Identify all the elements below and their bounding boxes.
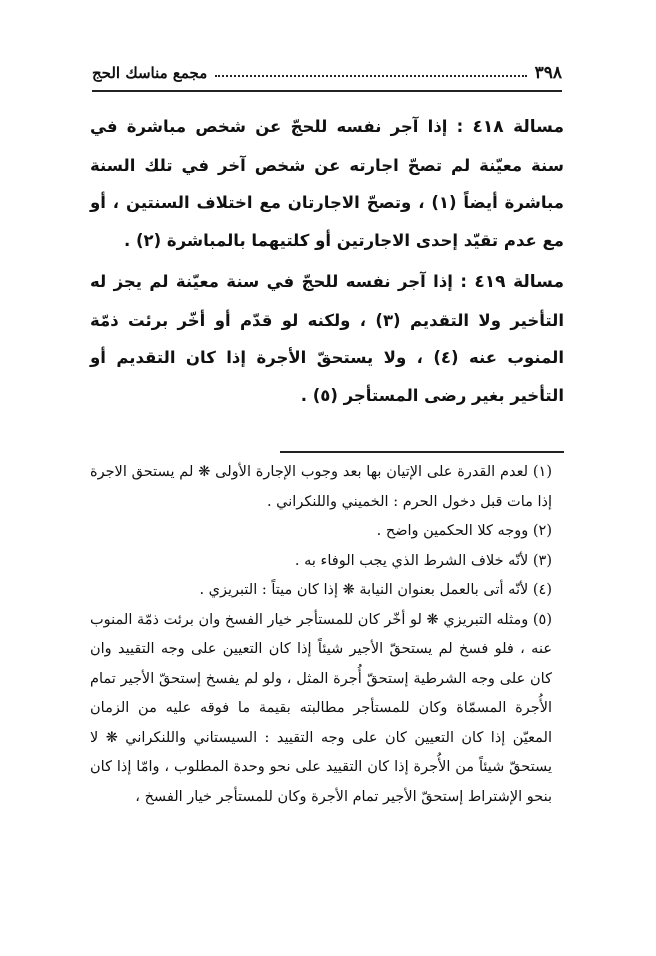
- masala-text: : إذا آجر نفسه للحجّ في سنة معيّنة لم يجز له التأخير ولا التقديم (٣) ، ولكنه لو قدّم أو أخّر برئت ذمّة المنوب عنه (٤) ، ولا يستحقّ الأجرة إذا كان التقديم أو التأخير بغير رضى المستأجر (٥) .: [90, 272, 565, 405]
- header-dotted-leader: [215, 75, 526, 77]
- book-title: مجمع مناسك الحج: [92, 64, 208, 82]
- footnotes: [90, 458, 566, 812]
- footnote-1: (١) لعدم القدرة على الإتيان بها بعد وجوب الإجارة الأولى ❋ لم يستحق الاجرة إذا مات قبل دخول الحرم : الخميني واللنكراني .: [90, 464, 552, 510]
- header-rule: [92, 90, 562, 92]
- masala-text: : إذا آجر نفسه للحجّ عن شخص مباشرة في سنة معيّنة لم تصحّ اجارته عن شخص آخر في تلك السنة مباشرة أيضاً (١) ، وتصحّ الاجارتان مع اختلاف السنتين ، أو مع عدم تقيّد إحدى الاجارتين أو كلتيهما بالمباشرة (٢) .: [90, 117, 564, 250]
- page-number: ٣٩٨: [534, 63, 562, 83]
- masala-label: مسالة ٤١٨: [472, 117, 564, 137]
- footnote-3: (٣) لأنّه خلاف الشرط الذي يجب الوفاء به .: [294, 552, 552, 569]
- page-header: [92, 58, 562, 88]
- masala-label: مسالة ٤١٩: [474, 272, 564, 292]
- footnote-5: (٥) ومثله التبريزي ❋ لو أخّر كان للمستأجر خيار الفسخ وان برئت ذمّة المنوب عنه ، فلو فسخ لم يستحقّ الأجير شيئاً إذا كان التعيين على وجه التقييد وان كان على وجه الشرطية إستحقّ أُجرة المثل ، ولو لم يفسخ إستحقّ الأجير تمام الأُجرة المسمّاة وكان للمستأجر مطالبته بقيمة ما فوقه عليه من الزمان المعيّن إذا كان التعيين كان على وجه التقييد : السيستاني واللنكراني ❋ لا يستحقّ شيئاً من الأُجرة إذا كان التقييد على نحو وحدة المطلوب ، وامّا إذا كان بنحو الإشتراط إستحقّ الأجير تمام الأجرة وكان للمستأجر خيار الفسخ ،: [90, 611, 552, 805]
- footnote-4: (٤) لأنّه أتى بالعمل بعنوان النيابة ❋ إذا كان ميتاً : التبريزي .: [199, 582, 552, 598]
- footnote-separator: [280, 451, 564, 453]
- masala-419: [90, 263, 564, 414]
- main-text: [90, 108, 564, 418]
- footnote-2: (٢) ووجه كلا الحكمين واضح .: [376, 523, 552, 539]
- masala-418: [90, 108, 564, 259]
